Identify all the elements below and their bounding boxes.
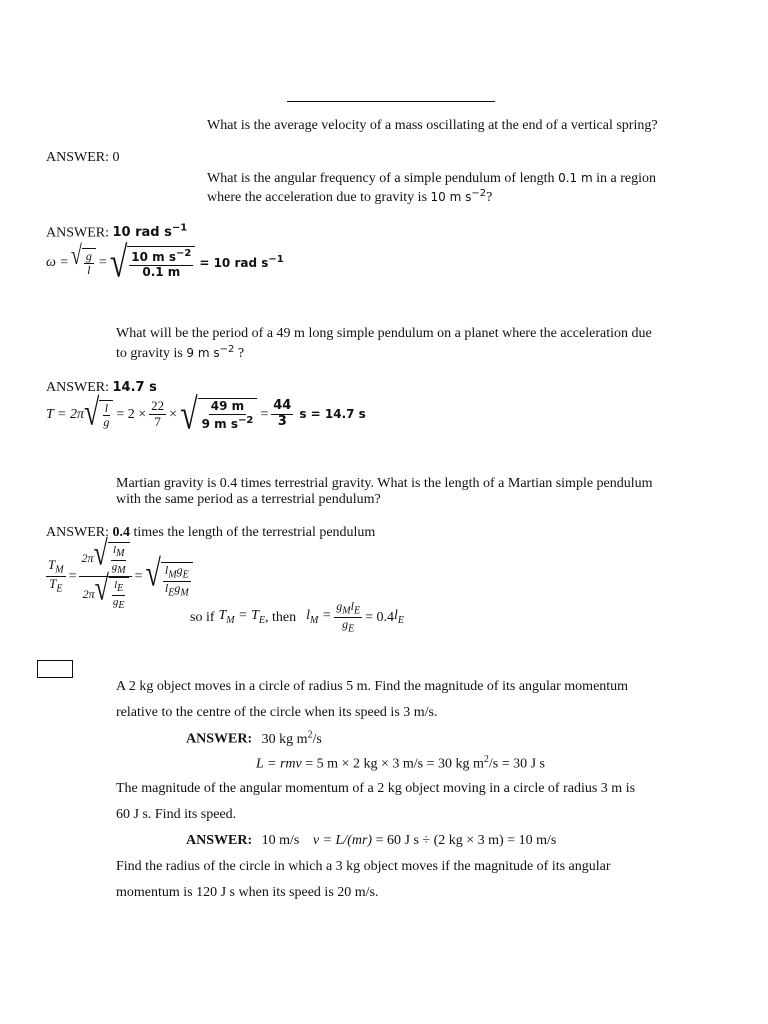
question-angular-frequency-line2: where the acceleration due to gravity is 10 m $s^{-2}$? bbox=[207, 188, 493, 205]
equation-martian-result: so if $T_M = T_E$ , then $l_M$ = $\frac{g_Ml_E}{g_E}$ = 0.4 $l_E$ bbox=[190, 599, 404, 635]
question-martian-line1: Martian gravity is 0.4 times terrestrial gravity. What is the length of a Martian simple pendulum bbox=[116, 476, 653, 491]
question-martian-line2: with the same period as a terrestrial pendulum? bbox=[116, 492, 381, 507]
question-radius-line2: momentum is 120 J s when its speed is 20 m/s. bbox=[116, 885, 379, 900]
equation-omega: ω = √ $\frac{g}{l}$ = √ $\frac{10 m s^{-2}}{0.1 m}$ = 10 rad $s^{-1}$ bbox=[46, 237, 284, 287]
question-period-line1: What will be the period of a 49 m long simple pendulum on a planet where the acceleration due bbox=[116, 326, 652, 341]
question-speed-line1: The magnitude of the angular momentum of a 2 kg object moving in a circle of radius 3 m is bbox=[116, 781, 636, 796]
question-speed-line2: 60 J s. Find its speed. bbox=[116, 807, 237, 822]
question-period-line2: to gravity is 9 m $s^{-2}$ ? bbox=[116, 344, 245, 361]
question-angular-momentum-line2: relative to the centre of the circle when its speed is 3 m/s. bbox=[116, 705, 438, 720]
equation-martian-ratio: $\frac{T_M}{T_E}$ = 2π √ $\frac{l_M}{g_M}$ 2π √ $\frac{l_E}{g_E}$ = √ $\frac{l_Mg_E}{l_Eg_M}$ bbox=[46, 542, 193, 612]
question-average-velocity: What is the average velocity of a mass oscillating at the end of a vertical spring? bbox=[207, 118, 658, 133]
answer-period: ANSWER: 14.7 s bbox=[46, 380, 157, 395]
answer-speed: ANSWER: 10 m/s v = L/(mr) = 60 J s ÷ (2 kg × 3 m) = 10 m/s bbox=[186, 833, 557, 848]
work-angular-momentum: L = rmv = 5 m × 2 kg × 3 m/s = 30 kg $m^2/s = 30$ J s bbox=[256, 754, 545, 772]
length-value: 0.1 m bbox=[558, 171, 593, 185]
answer-martian: ANSWER: 0.4 times the length of the terrestrial pendulum bbox=[46, 525, 376, 540]
gravity-value: 10 m s bbox=[430, 190, 472, 204]
question-angular-frequency-line1: What is the angular frequency of a simple pendulum of length 0.1 m in a region bbox=[207, 171, 657, 186]
answer-angular-frequency: ANSWER: 10 rad $s^{-1}$ bbox=[46, 223, 188, 241]
question-angular-momentum-line1: A 2 kg object moves in a circle of radius 5 m. Find the magnitude of its angular momentum bbox=[116, 679, 629, 694]
blank-answer-box bbox=[37, 660, 73, 678]
equation-period: T = 2π √ $\frac{l}{g}$ = 2 × $\frac{22}{7}$ × √ $\frac{49 m}{9 m s^{-2}}$ = $\frac{44}{3}$ s = 14.7 s bbox=[46, 389, 366, 439]
question-radius-line1: Find the radius of the circle in which a 3 kg object moves if the magnitude of its angular bbox=[116, 859, 611, 874]
answer-average-velocity: ANSWER: 0 bbox=[46, 150, 120, 165]
answer-angular-momentum: ANSWER: 30 kg $m^2/s$ bbox=[186, 729, 322, 747]
top-rule bbox=[287, 101, 495, 102]
